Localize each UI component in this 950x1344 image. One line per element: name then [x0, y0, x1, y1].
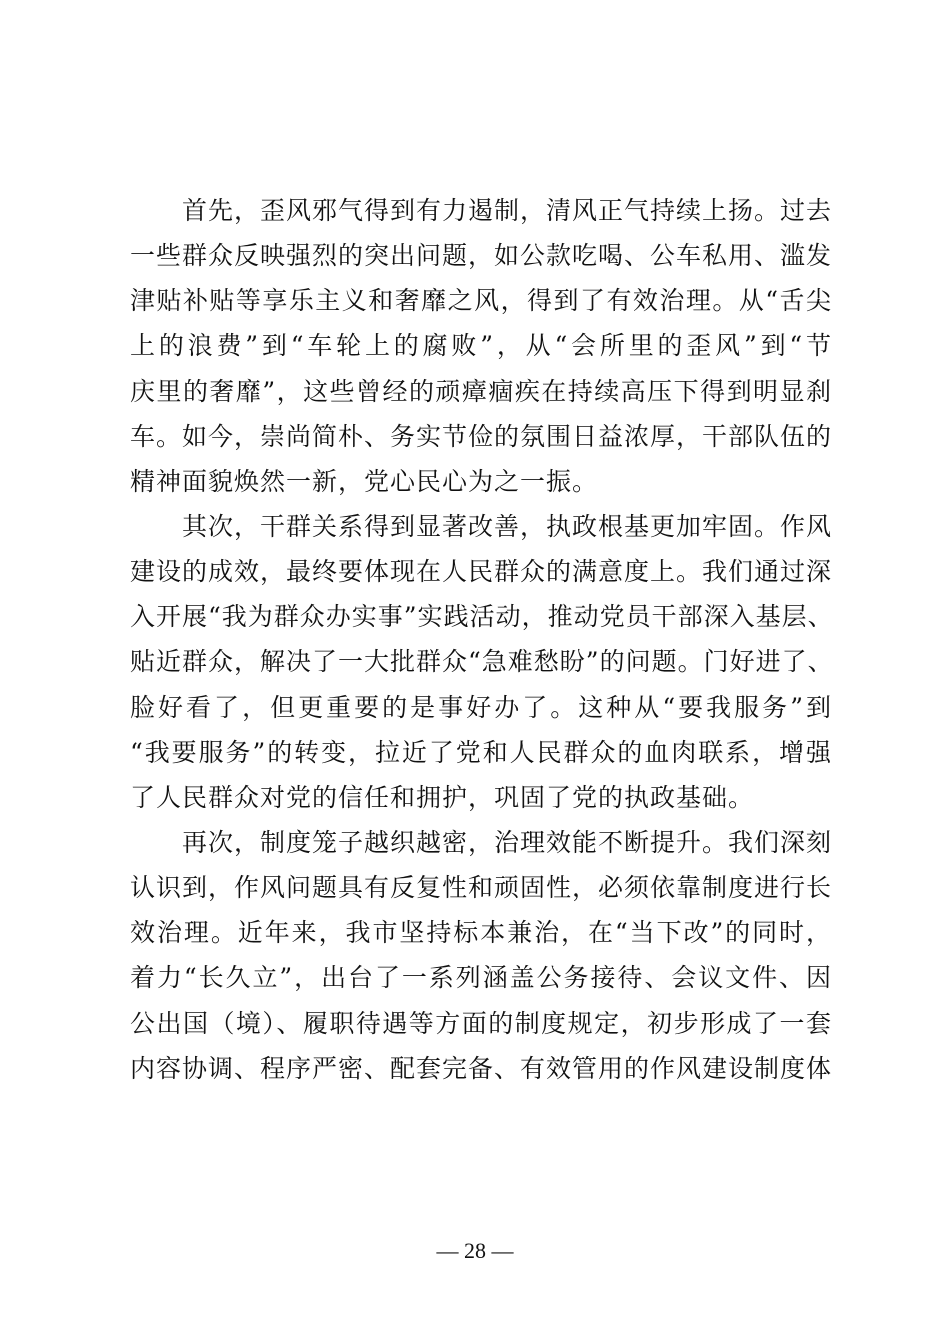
text-line: 效治理。近年来，我市坚持标本兼治，在“当下改”的同时， — [130, 918, 832, 948]
text-line: 公出国（境）、履职待遇等方面的制度规定，初步形成了一套 — [130, 1008, 832, 1038]
text-line: 内容协调、程序严密、配套完备、有效管用的作风建设制度体 — [130, 1053, 833, 1083]
text-line: 上的浪费”到“车轮上的腐败”，从“会所里的歪风”到“节 — [130, 331, 832, 361]
text-line: 贴近群众，解决了一大批群众“急难愁盼”的问题。门好进了、 — [130, 647, 834, 677]
text-line: 首先，歪风邪气得到有力遏制，清风正气持续上扬。过去 — [182, 196, 833, 225]
page-number: — 28 — — [436, 1238, 514, 1263]
paragraph — [130, 820, 832, 1091]
paragraph — [130, 188, 832, 504]
text-line: 再次，制度笼子越织越密，治理效能不断提升。我们深刻 — [182, 827, 833, 857]
paragraph — [130, 504, 832, 820]
document-body — [130, 188, 832, 1091]
text-line: 精神面貌焕然一新，党心民心为之一振。 — [130, 466, 599, 496]
text-line: “我要服务”的转变，拉近了党和人民群众的血肉联系，增强 — [130, 737, 832, 767]
text-line: 入开展“我为群众办实事”实践活动，推动党员干部深入基层、 — [130, 602, 834, 632]
text-line: 津贴补贴等享乐主义和奢靡之风，得到了有效治理。从“舌尖 — [130, 286, 832, 316]
text-line: 建设的成效，最终要体现在人民群众的满意度上。我们通过深 — [130, 557, 833, 587]
text-line: 着力“长久立”，出台了一系列涵盖公务接待、会议文件、因 — [130, 963, 832, 993]
text-line: 脸好看了，但更重要的是事好办了。这种从“要我服务”到 — [130, 692, 832, 722]
text-line: 车。如今，崇尚简朴、务实节俭的氛围日益浓厚，干部队伍的 — [130, 421, 833, 451]
text-line: 了人民群众对党的信任和拥护，巩固了党的执政基础。 — [130, 782, 755, 812]
text-line: 一些群众反映强烈的突出问题，如公款吃喝、公车私用、滥发 — [130, 241, 833, 271]
text-line: 认识到，作风问题具有反复性和顽固性，必须依靠制度进行长 — [130, 873, 833, 903]
text-line: 庆里的奢靡”，这些曾经的顽瘴痼疾在持续高压下得到明显刹 — [130, 376, 832, 406]
text-line: 其次，干群关系得到显著改善，执政根基更加牢固。作风 — [182, 511, 833, 541]
